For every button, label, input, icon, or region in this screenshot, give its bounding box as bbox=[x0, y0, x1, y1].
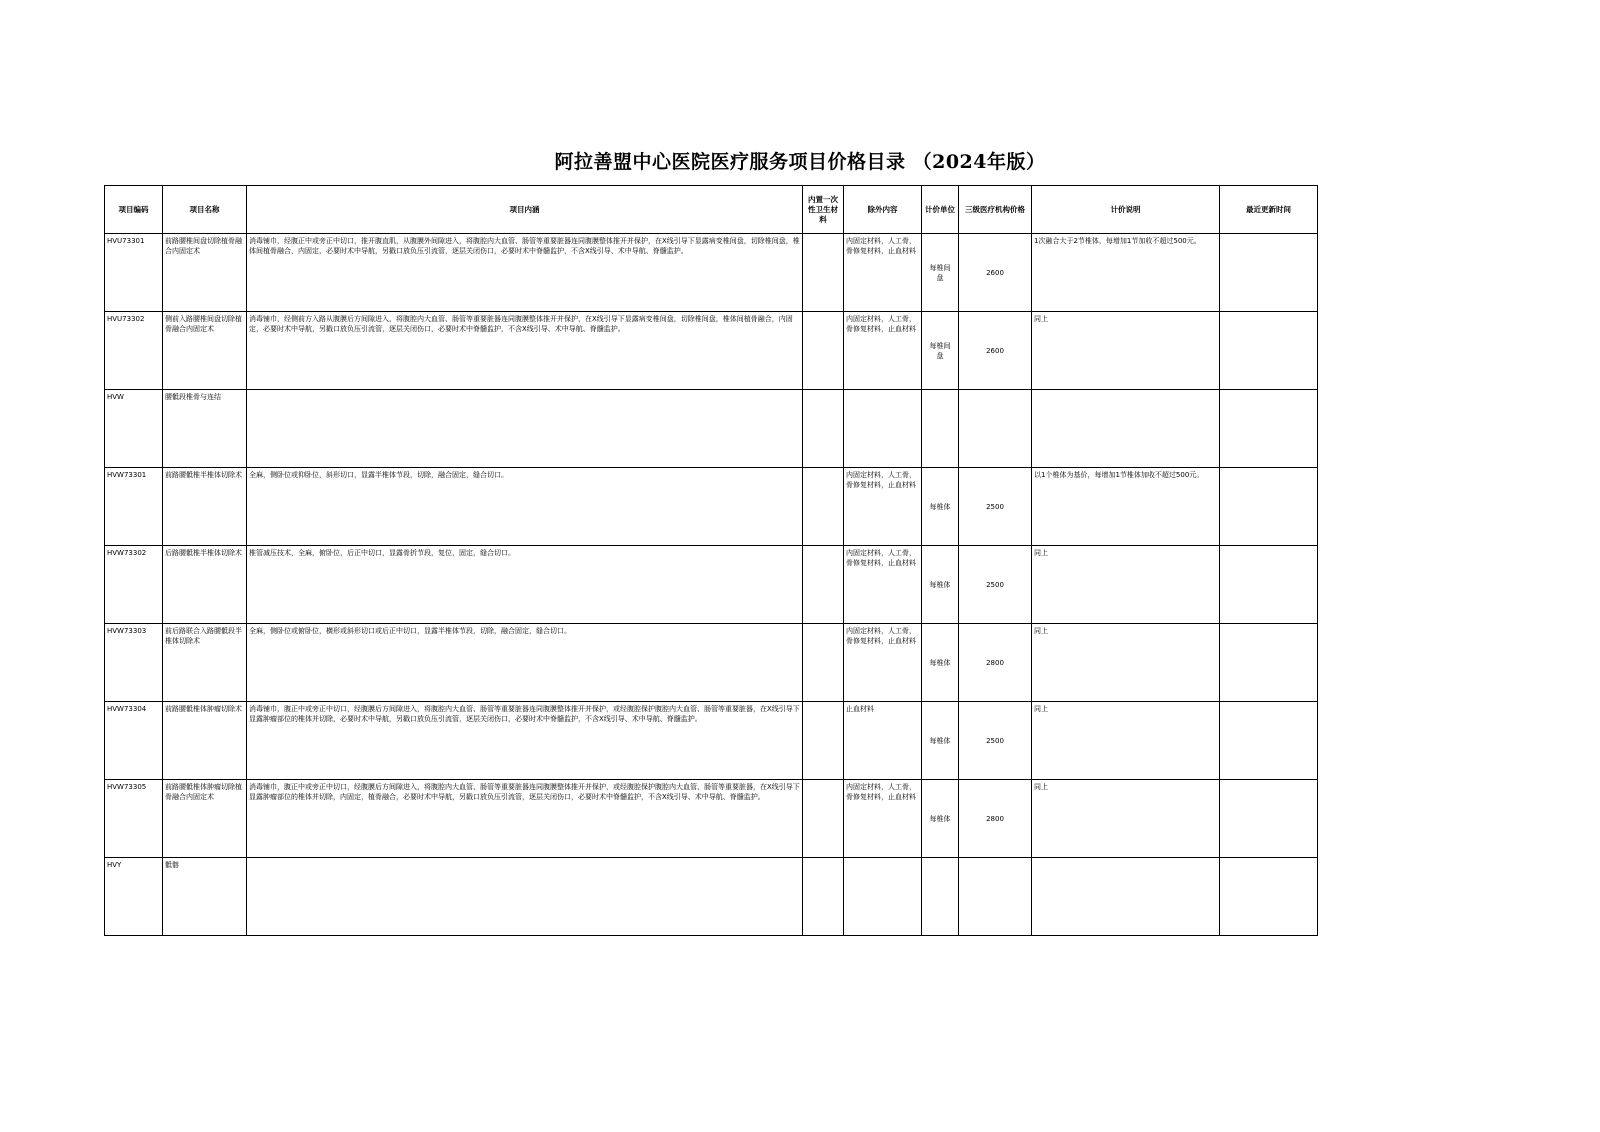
cell-updated bbox=[1220, 624, 1318, 702]
cell-updated bbox=[1220, 234, 1318, 312]
cell-unit-text: 每椎间盘 bbox=[929, 264, 951, 282]
cell-content bbox=[247, 390, 803, 468]
header-price: 三级医疗机构价格 bbox=[959, 186, 1032, 234]
header-name: 项目名称 bbox=[163, 186, 247, 234]
cell-code: HVY bbox=[105, 858, 163, 936]
cell-name: 后路腰骶椎半椎体切除术 bbox=[163, 546, 247, 624]
cell-note bbox=[1032, 858, 1220, 936]
cell-updated bbox=[1220, 390, 1318, 468]
cell-price: 2600 bbox=[959, 312, 1032, 390]
header-code: 项目编码 bbox=[105, 186, 163, 234]
cell-note: 同上 bbox=[1032, 624, 1220, 702]
cell-consumables bbox=[803, 312, 844, 390]
header-content: 项目内涵 bbox=[247, 186, 803, 234]
cell-consumables bbox=[803, 858, 844, 936]
cell-unit bbox=[922, 780, 959, 858]
cell-unit-text: 每椎体 bbox=[929, 815, 951, 823]
header-unit: 计价单位 bbox=[922, 186, 959, 234]
table-row bbox=[105, 468, 1318, 546]
table-row bbox=[105, 702, 1318, 780]
cell-unit bbox=[922, 390, 959, 468]
cell-exclusions: 内固定材料，人工骨，骨修复材料，止血材料 bbox=[844, 546, 922, 624]
table-row bbox=[105, 312, 1318, 390]
table-row bbox=[105, 234, 1318, 312]
cell-consumables bbox=[803, 468, 844, 546]
cell-unit-text: 每椎间盘 bbox=[929, 342, 951, 360]
cell-consumables bbox=[803, 780, 844, 858]
cell-code: HVW73301 bbox=[105, 468, 163, 546]
cell-name: 前后路联合入路腰骶段半椎体切除术 bbox=[163, 624, 247, 702]
cell-unit-text: 每椎体 bbox=[929, 737, 951, 745]
cell-exclusions: 内固定材料，人工骨，骨修复材料，止血材料 bbox=[844, 780, 922, 858]
cell-price: 2800 bbox=[959, 624, 1032, 702]
cell-updated bbox=[1220, 468, 1318, 546]
cell-price: 2500 bbox=[959, 546, 1032, 624]
cell-exclusions: 内固定材料，人工骨，骨修复材料，止血材料 bbox=[844, 468, 922, 546]
cell-code: HVU73302 bbox=[105, 312, 163, 390]
price-table bbox=[104, 185, 1318, 936]
cell-code: HVW bbox=[105, 390, 163, 468]
cell-unit bbox=[922, 234, 959, 312]
cell-content: 全麻，侧卧位或俯卧位，横形或斜形切口或后正中切口，显露半椎体节段，切除，融合固定，缝合切口。 bbox=[247, 624, 803, 702]
cell-content: 消毒铺巾，经侧前方入路从腹膜后方间隙进入，将腹腔内大血管、肠管等重要脏器连同腹膜整体推开并保护，在X线引导下显露病变椎间盘，切除椎间盘，椎体间植骨融合，内固定，必要时术中导航，另戳口放负压引流管，逐层关闭伤口，必要时术中脊髓监护，不含X线引导、术中导航、脊髓监护。 bbox=[247, 312, 803, 390]
cell-name: 前路腰骶椎半椎体切除术 bbox=[163, 468, 247, 546]
cell-exclusions bbox=[844, 858, 922, 936]
cell-note bbox=[1032, 390, 1220, 468]
cell-price: 2800 bbox=[959, 780, 1032, 858]
cell-content: 全麻，侧卧位或仰卧位，斜形切口，显露半椎体节段，切除，融合固定，缝合切口。 bbox=[247, 468, 803, 546]
header-note: 计价说明 bbox=[1032, 186, 1220, 234]
cell-price bbox=[959, 390, 1032, 468]
page-title: 阿拉善盟中心医院医疗服务项目价格目录 （2024年版） bbox=[554, 151, 1046, 173]
cell-exclusions: 止血材料 bbox=[844, 702, 922, 780]
table-header-row bbox=[105, 186, 1318, 234]
cell-name: 侧前入路腰椎间盘切除植骨融合内固定术 bbox=[163, 312, 247, 390]
table-row bbox=[105, 624, 1318, 702]
cell-updated bbox=[1220, 858, 1318, 936]
header-consumables: 内置一次性卫生材料 bbox=[803, 186, 844, 234]
cell-code: HVW73303 bbox=[105, 624, 163, 702]
cell-unit bbox=[922, 858, 959, 936]
cell-name: 前路腰椎间盘切除植骨融合内固定术 bbox=[163, 234, 247, 312]
table-row bbox=[105, 780, 1318, 858]
cell-exclusions: 内固定材料，人工骨，骨修复材料，止血材料 bbox=[844, 624, 922, 702]
table-row bbox=[105, 390, 1318, 468]
cell-unit bbox=[922, 312, 959, 390]
cell-consumables bbox=[803, 624, 844, 702]
cell-unit-text: 每椎体 bbox=[929, 659, 951, 667]
cell-name: 骶髂 bbox=[163, 858, 247, 936]
cell-name: 前路腰骶椎体肿瘤切除植骨融合内固定术 bbox=[163, 780, 247, 858]
cell-price: 2600 bbox=[959, 234, 1032, 312]
cell-code: HVU73301 bbox=[105, 234, 163, 312]
cell-consumables bbox=[803, 546, 844, 624]
cell-name: 前路腰骶椎体肿瘤切除术 bbox=[163, 702, 247, 780]
cell-note: 1次融合大于2节椎体，每增加1节加收不超过500元。 bbox=[1032, 234, 1220, 312]
cell-unit bbox=[922, 468, 959, 546]
table-row bbox=[105, 546, 1318, 624]
cell-consumables bbox=[803, 702, 844, 780]
cell-note: 同上 bbox=[1032, 780, 1220, 858]
cell-content: 椎管减压技术，全麻，俯卧位，后正中切口，显露骨折节段，复位，固定，缝合切口。 bbox=[247, 546, 803, 624]
table-row bbox=[105, 858, 1318, 936]
cell-unit bbox=[922, 702, 959, 780]
cell-code: HVW73305 bbox=[105, 780, 163, 858]
cell-unit bbox=[922, 546, 959, 624]
cell-content: 消毒铺巾，腹正中或旁正中切口，经腹膜后方间隙进入，将腹腔内大血管、肠管等重要脏器连同腹膜整体推开并保护，或经腹腔保护腹腔内大血管、肠管等重要脏器，在X线引导下显露肿瘤部位的椎体并切除，必要时术中导航，另戳口放负压引流管，逐层关闭伤口，必要时术中脊髓监护，不含X线引导、术中导航、脊髓监护。 bbox=[247, 702, 803, 780]
cell-note: 同上 bbox=[1032, 546, 1220, 624]
cell-price: 2500 bbox=[959, 702, 1032, 780]
cell-exclusions: 内固定材料，人工骨，骨修复材料，止血材料 bbox=[844, 234, 922, 312]
cell-unit-text: 每椎体 bbox=[929, 503, 951, 511]
cell-updated bbox=[1220, 780, 1318, 858]
cell-content bbox=[247, 858, 803, 936]
cell-note: 同上 bbox=[1032, 312, 1220, 390]
cell-code: HVW73304 bbox=[105, 702, 163, 780]
header-exclusions: 除外内容 bbox=[844, 186, 922, 234]
cell-consumables bbox=[803, 390, 844, 468]
cell-exclusions bbox=[844, 390, 922, 468]
cell-price bbox=[959, 858, 1032, 936]
cell-updated bbox=[1220, 546, 1318, 624]
cell-exclusions: 内固定材料，人工骨，骨修复材料，止血材料 bbox=[844, 312, 922, 390]
cell-content: 消毒铺巾，经腹正中或旁正中切口，推开腹直肌，从腹膜外间隙进入，将腹腔内大血管、肠管等重要脏器连同腹膜整体推开并保护，在X线引导下显露病变椎间盘，切除椎间盘，椎体间植骨融合，内固定，必要时术中导航，另戳口放负压引流管，逐层关闭伤口，必要时术中脊髓监护，不含X线引导、术中导航、脊髓监护。 bbox=[247, 234, 803, 312]
cell-updated bbox=[1220, 312, 1318, 390]
cell-content: 消毒铺巾，腹正中或旁正中切口，经腹膜后方间隙进入，将腹腔内大血管、肠管等重要脏器连同腹膜整体推开并保护，或经腹腔保护腹腔内大血管、肠管等重要脏器，在X线引导下显露肿瘤部位的椎体并切除，内固定，植骨融合，必要时术中导航，另戳口放负压引流管，逐层关闭伤口，必要时术中脊髓监护，不含X线引导、术中导航、脊髓监护。 bbox=[247, 780, 803, 858]
cell-consumables bbox=[803, 234, 844, 312]
cell-name: 腰骶段椎骨与连结 bbox=[163, 390, 247, 468]
cell-unit bbox=[922, 624, 959, 702]
cell-unit-text: 每椎体 bbox=[929, 581, 951, 589]
cell-code: HVW73302 bbox=[105, 546, 163, 624]
cell-price: 2500 bbox=[959, 468, 1032, 546]
cell-note: 同上 bbox=[1032, 702, 1220, 780]
header-updated: 最近更新时间 bbox=[1220, 186, 1318, 234]
cell-updated bbox=[1220, 702, 1318, 780]
cell-note: 以1个椎体为基价，每增加1节椎体加收不超过500元。 bbox=[1032, 468, 1220, 546]
